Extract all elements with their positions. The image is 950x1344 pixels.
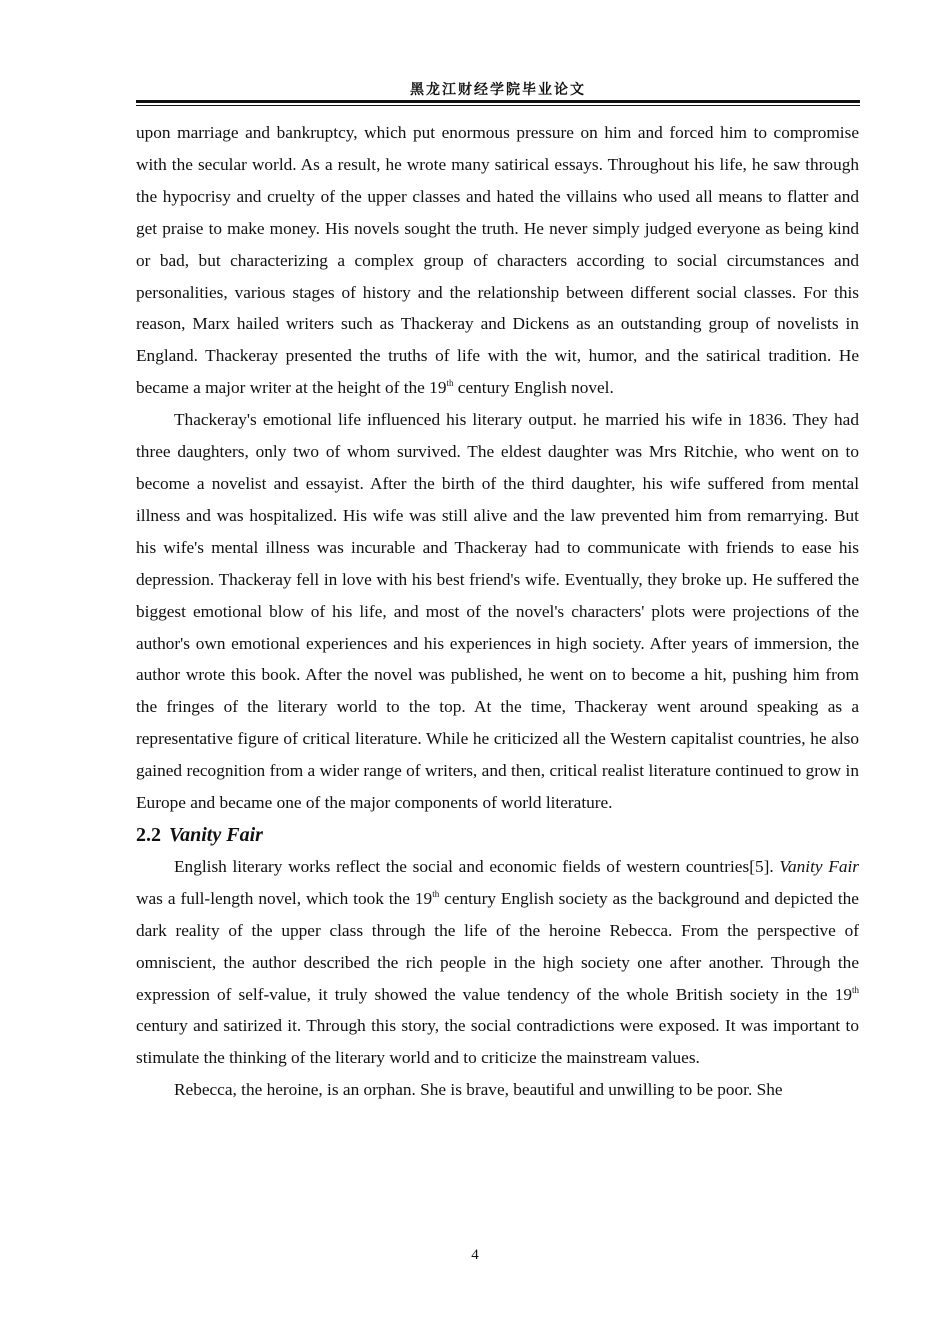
header-rule-thick	[136, 100, 860, 103]
paragraph-text: was a full-length novel, which took the 19	[136, 888, 433, 908]
book-title-italic: Vanity Fair	[779, 856, 859, 876]
page-body	[136, 117, 859, 1106]
paragraph-emotional-life: Thackeray's emotional life influenced his literary output. he married his wife in 1836. They had three daughters, only two of whom survived. The eldest daughter was Mrs Ritchie, who went on to become a novelist and essayist. After the birth of the third daughter, his wife suffered from mental illness and was hospitalized. His wife was still alive and the law prevented him from remarrying. But his wife's mental illness was incurable and Thackeray had to communicate with friends to ease his depression. Thackeray fell in love with his best friend's wife. Eventually, they broke up. He suffered the biggest emotional blow of his life, and most of the novel's characters' plots were projections of the author's own emotional experiences and his experiences in high society. After years of immersion, the author wrote this book. After the novel was published, he went on to become a hit, pushing him from the fringes of the literary world to the top. At the time, Thackeray went around speaking as a representative figure of critical literature. While he criticized all the Western capitalist countries, he also gained recognition from a wider range of writers, and then, critical realist literature continued to grow in Europe and became one of the major components of world literature.	[136, 410, 859, 813]
paragraph-text: century and satirized it. Through this story, the social contradictions were exposed. It was important to stimulate the thinking of the literary world and to criticize the mainstream values.	[136, 1016, 859, 1068]
section-heading	[136, 819, 859, 851]
superscript-ordinal: th	[432, 889, 440, 900]
paragraph-text: century English novel.	[453, 378, 614, 398]
section-title: Vanity Fair	[169, 823, 263, 846]
paragraph-vanity-fair-intro	[136, 851, 859, 1074]
header-rule-thin	[136, 105, 860, 106]
page-number: 4	[471, 1247, 479, 1263]
section-number: 2.2	[136, 823, 161, 846]
paragraph-text: upon marriage and bankruptcy, which put enormous pressure on him and forced him to compromise with the secular world. As a result, he wrote many satirical essays. Throughout his life, he saw through the hypocrisy and cruelty of the upper classes and hated the villains who used all means to flatter and get praise to make money. His novels sought the truth. He never simply judged everyone as being kind or bad, but characterizing a complex group of characters according to social circumstances and personalities, various stages of history and the relationship between different social classes. For this reason, Marx hailed writers such as Thackeray and Dickens as an outstanding group of novelists in England. Thackeray presented the truths of life with the wit, humor, and the satirical tradition. He became a major writer at the height of the 19	[136, 123, 859, 398]
superscript-ordinal: th	[851, 984, 859, 995]
superscript-ordinal: th	[446, 378, 454, 389]
paragraph-text: century English society as the background and depicted the dark reality of the upper class through the life of the heroine Rebecca. From the perspective of omniscient, the author described the rich people in the high society one after another. Through the expression of self-value, it truly showed the value tendency of the whole British society in the 19	[136, 888, 859, 1004]
page-header-title: 黑龙江财经学院毕业论文	[410, 82, 586, 98]
paragraph-continued	[136, 117, 859, 404]
paragraph-text: English literary works reflect the social and economic fields of western countries[5].	[174, 856, 780, 876]
paragraph-rebecca: Rebecca, the heroine, is an orphan. She is brave, beautiful and unwilling to be poor. She	[174, 1080, 783, 1100]
